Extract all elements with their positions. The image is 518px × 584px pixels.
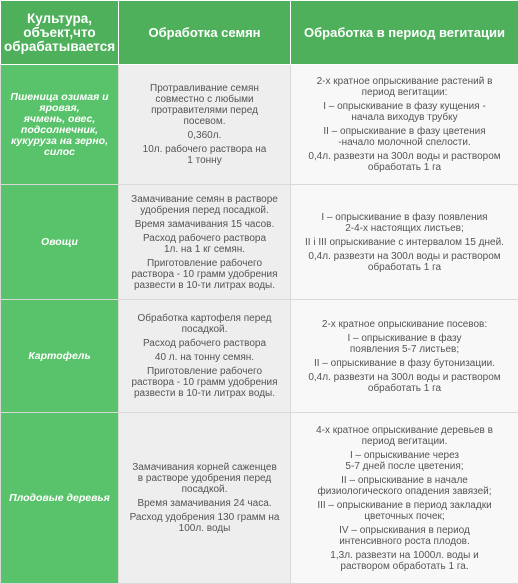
veg-paragraph bbox=[294, 525, 515, 547]
text-line: посевом. bbox=[122, 116, 287, 127]
vegetation-treatment-cell bbox=[291, 300, 518, 413]
text-line: начала виходув трубку bbox=[294, 112, 515, 123]
text-line: 2-4-х настоящих листьев; bbox=[294, 223, 515, 234]
seed-paragraph bbox=[122, 194, 287, 216]
seed-treatment-cell bbox=[119, 65, 291, 185]
text-line: 0,4л. развезти на 300л воды и раствором bbox=[294, 151, 515, 162]
seed-paragraph bbox=[122, 352, 287, 363]
text-line: 0,4л. развезти на 300л воды и раствором bbox=[294, 251, 515, 262]
text-line: 40 л. на тонну семян. bbox=[122, 352, 287, 363]
vegetation-treatment-cell bbox=[291, 185, 518, 300]
text-line: раствором обработать 1 га. bbox=[294, 561, 515, 572]
text-line: обработать 1 га bbox=[294, 162, 515, 173]
seed-paragraph bbox=[122, 258, 287, 291]
text-line: I – опрыскивание в фазу появления bbox=[294, 212, 515, 223]
crop-line: кукуруза на зерно, bbox=[4, 136, 115, 147]
veg-paragraph bbox=[294, 319, 515, 330]
seed-paragraph bbox=[122, 366, 287, 399]
veg-paragraph bbox=[294, 550, 515, 572]
text-line: 1л. на 1 кг семян. bbox=[122, 244, 287, 255]
text-line: IV – опрыскивания в период bbox=[294, 525, 515, 536]
seed-paragraph bbox=[122, 219, 287, 230]
text-line: Расход рабочего раствора bbox=[122, 233, 287, 244]
text-line: 1 тонну bbox=[122, 155, 287, 166]
table-row bbox=[1, 413, 518, 584]
veg-paragraph bbox=[294, 101, 515, 123]
table-row bbox=[1, 65, 518, 185]
text-line: обработать 1 га bbox=[294, 383, 515, 394]
header-crop-line: обрабатывается bbox=[4, 40, 115, 54]
text-line: в растворе удобрения перед bbox=[122, 473, 287, 484]
crop-line: ячмень, овес, bbox=[4, 114, 115, 125]
seed-paragraph bbox=[122, 233, 287, 255]
text-line: Замачивания корней саженцев bbox=[122, 462, 287, 473]
seed-paragraph bbox=[122, 83, 287, 127]
seed-paragraph bbox=[122, 130, 287, 141]
veg-paragraph bbox=[294, 500, 515, 522]
text-line: цветочных почек; bbox=[294, 511, 515, 522]
table-row bbox=[1, 300, 518, 413]
text-line: посадкой. bbox=[122, 324, 287, 335]
crop-line: Плодовые деревья bbox=[4, 493, 115, 504]
seed-paragraph bbox=[122, 144, 287, 166]
veg-paragraph bbox=[294, 475, 515, 497]
veg-paragraph bbox=[294, 237, 515, 248]
text-line: период вегитации. bbox=[294, 436, 515, 447]
text-line: II – опрыскивание в фазу бутонизации. bbox=[294, 358, 515, 369]
header-crop-line: объект,что bbox=[4, 26, 115, 40]
text-line: совместно с любыми bbox=[122, 94, 287, 105]
veg-paragraph bbox=[294, 372, 515, 394]
vegetation-treatment-cell bbox=[291, 65, 518, 185]
crop-cell bbox=[1, 300, 119, 413]
text-line: II – опрыскивание в фазу цветения bbox=[294, 126, 515, 137]
text-line: Расход удобрения 130 грамм на bbox=[122, 512, 287, 523]
text-line: -начало молочной спелости. bbox=[294, 137, 515, 148]
crop-line: яровая, bbox=[4, 103, 115, 114]
veg-paragraph bbox=[294, 358, 515, 369]
seed-paragraph bbox=[122, 512, 287, 534]
header-seed-treatment: Обработка семян bbox=[119, 1, 291, 65]
seed-paragraph bbox=[122, 313, 287, 335]
seed-paragraph bbox=[122, 498, 287, 509]
text-line: физиологического опадения завязей; bbox=[294, 486, 515, 497]
text-line: Замачивание семян в растворе bbox=[122, 194, 287, 205]
text-line: Время замачивания 24 часа. bbox=[122, 498, 287, 509]
text-line: протравителями перед bbox=[122, 105, 287, 116]
text-line: 2-х кратное опрыскивание растений в bbox=[294, 76, 515, 87]
text-line: 1,3л. развезти на 1000л. воды и bbox=[294, 550, 515, 561]
text-line: I – опрыскивание в фазу bbox=[294, 333, 515, 344]
text-line: посадкой. bbox=[122, 484, 287, 495]
crop-line: Картофель bbox=[4, 351, 115, 362]
dose-value: 0,360л. bbox=[122, 130, 287, 141]
text-line: период вегитации: bbox=[294, 87, 515, 98]
crop-cell bbox=[1, 413, 119, 584]
text-line: 10л. рабочего раствора на bbox=[122, 144, 287, 155]
header-crop bbox=[1, 1, 119, 65]
text-line: 5-7 дней после цветения; bbox=[294, 461, 515, 472]
text-line: развести в 10-ти литрах воды. bbox=[122, 280, 287, 291]
crop-line: подсолнечник, bbox=[4, 125, 115, 136]
text-line: 2-х кратное опрыскивание посевов: bbox=[294, 319, 515, 330]
vegetation-treatment-cell bbox=[291, 413, 518, 584]
veg-paragraph bbox=[294, 251, 515, 273]
text-line: 0,4л. развезти на 300л воды и раствором bbox=[294, 372, 515, 383]
header-vegetation-treatment: Обработка в период вегитации bbox=[291, 1, 518, 65]
table-row bbox=[1, 185, 518, 300]
text-line: обработать 1 га bbox=[294, 262, 515, 273]
crop-cell bbox=[1, 185, 119, 300]
veg-paragraph bbox=[294, 425, 515, 447]
text-line: Расход рабочего раствора bbox=[122, 338, 287, 349]
text-line: появления 5-7 листьев; bbox=[294, 344, 515, 355]
seed-treatment-cell bbox=[119, 413, 291, 584]
veg-paragraph bbox=[294, 450, 515, 472]
seed-paragraph bbox=[122, 338, 287, 349]
veg-paragraph bbox=[294, 333, 515, 355]
text-line: I – опрыскивание в фазу кущения - bbox=[294, 101, 515, 112]
text-line: II – опрыскивание в начале bbox=[294, 475, 515, 486]
text-line: развести в 10-ти литрах воды. bbox=[122, 388, 287, 399]
crop-line: Пшеница озимая и bbox=[4, 92, 115, 103]
veg-paragraph bbox=[294, 126, 515, 148]
text-line: Протравливание семян bbox=[122, 83, 287, 94]
seed-treatment-cell bbox=[119, 300, 291, 413]
veg-paragraph bbox=[294, 76, 515, 98]
crop-line: силос bbox=[4, 147, 115, 158]
table-header-row bbox=[1, 1, 518, 65]
text-line: II i III опрыскивание с интервалом 15 дней. bbox=[294, 237, 515, 248]
text-line: интенсивного роста плодов. bbox=[294, 536, 515, 547]
text-line: раствора - 10 грамм удобрения bbox=[122, 377, 287, 388]
text-line: III – опрыскивание в период закладки bbox=[294, 500, 515, 511]
text-line: Приготовление рабочего bbox=[122, 258, 287, 269]
seed-paragraph bbox=[122, 462, 287, 495]
text-line: I – опрыскивание через bbox=[294, 450, 515, 461]
text-line: Время замачивания 15 часов. bbox=[122, 219, 287, 230]
text-line: 100л. воды bbox=[122, 523, 287, 534]
text-line: раствора - 10 грамм удобрения bbox=[122, 269, 287, 280]
text-line: 4-х кратное опрыскивание деревьев в bbox=[294, 425, 515, 436]
header-crop-line: Культура, bbox=[4, 12, 115, 26]
text-line: удобрения перед посадкой. bbox=[122, 205, 287, 216]
crop-cell bbox=[1, 65, 119, 185]
veg-paragraph bbox=[294, 151, 515, 173]
veg-paragraph bbox=[294, 212, 515, 234]
seed-treatment-cell bbox=[119, 185, 291, 300]
text-line: Приготовление рабочего bbox=[122, 366, 287, 377]
text-line: Обработка картофеля перед bbox=[122, 313, 287, 324]
crop-line: Овощи bbox=[4, 237, 115, 248]
